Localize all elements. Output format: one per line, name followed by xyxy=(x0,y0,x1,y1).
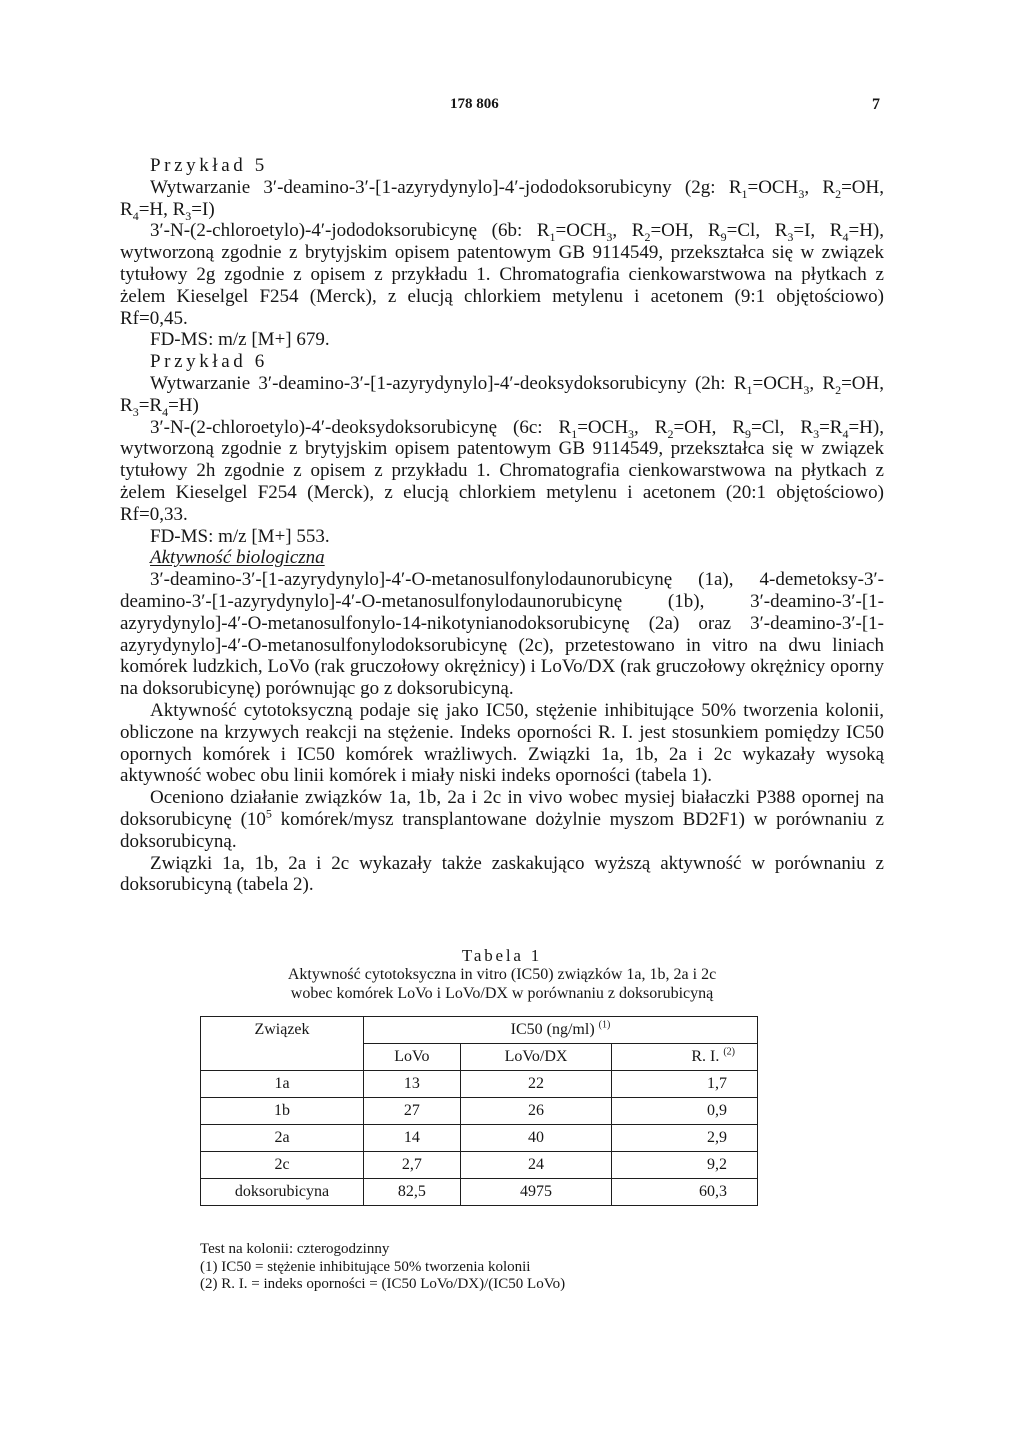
table-row: doksorubicyna 82,5 4975 60,3 xyxy=(201,1179,758,1206)
table-caption xyxy=(120,946,884,1003)
example-6-ms: FD-MS: m/z [M+] 553. xyxy=(150,525,330,547)
example-5-heading: Przykład 5 xyxy=(150,155,268,176)
header-ri: R. I. $^{(2)}$ xyxy=(612,1044,758,1071)
page-header xyxy=(120,96,884,120)
table-footnotes xyxy=(200,1241,565,1294)
example-6-body: 3′-N-(2-chloroetylo)-4′-deoksydoksorubicynę (6c: $R_1=OCH_3$, $R_2=OH$, $R_9=Cl$, $R_3=R_4=H$), wytworzoną zgodnie z brytyjskim opisem patentowym GB 9114549, przekształca się w związek tytułowy 2h zgodnie z opisem z przykładu 1. Chromatografia cienkowarstwowa na płytkach z żelem Kieselgel F254 (Merck), z elucją chlorkiem metylenu i acetonem (20:1 objętościowo) Rf=0,33. xyxy=(120,416,884,525)
table-row: 1a 13 22 1,7 xyxy=(201,1071,758,1098)
table-row: 2a 14 40 2,9 xyxy=(201,1125,758,1152)
table-header-row xyxy=(201,1017,758,1044)
table-caption-line-1: Aktywność cytotoksyczna in vitro (IC50) związków 1a, 1b, 2a i 2c xyxy=(287,966,717,983)
bio-paragraph-1: 3′-deamino-3′-[1-azyrydynylo]-4′-O-metanosulfonylodaunorubicynę (1a), 4-demetoksy-3′-deamino-3′-[1-azyrydynylo]-4′-O-metanosulfonylodaunorubicynę (1b), 3′-deamino-3′-[1-azyrydynylo]-4′-O-metanosulfonylo-14-nikotynianodoksorubicynę (2a) oraz 3′-deamino-3′-[1-azyrydynylo]-4′-O-metanosulfonylodoksorubicynę (2c), przetestowano in vitro na dwu liniach komórek ludzkich, LoVo (rak gruczołowy okrężnicy) i LoVo/DX (rak gruczołowy okrężnicy oporny na doksorubicynę) porównując go z doksorubicyną. xyxy=(120,569,884,700)
page-number: 7 xyxy=(872,96,880,113)
table-label: Tabela 1 xyxy=(461,946,543,965)
footnote-2: (2) R. I. = indeks oporności = (IC50 LoVo/DX)/(IC50 LoVo) xyxy=(200,1276,566,1292)
bio-paragraph-2: Aktywność cytotoksyczną podaje się jako IC50, stężenie inhibitujące 50% tworzenia kolonii, obliczone na krzywych reakcji na stężenie. Indeks oporności R. I. jest stosunkiem pomiędzy IC50 opornych komórek i IC50 komórek wrażliwych. Związki 1a, 1b, 2a i 2c wykazały wysoką aktywność wobec obu linii komórek i miały niski indeks oporności (tabela 1). xyxy=(120,699,884,787)
document-body xyxy=(120,155,884,896)
example-6-heading: Przykład 6 xyxy=(150,351,268,373)
header-lovodx: LoVo/DX xyxy=(460,1044,612,1071)
table-caption-line-2: wobec komórek LoVo i LoVo/DX w porównaniu z doksorubicyną xyxy=(290,985,714,1002)
section-heading-bio: Aktywność biologiczna xyxy=(150,547,325,569)
footnote-1: (1) IC50 = stężenie inhibitujące 50% tworzenia kolonii xyxy=(200,1258,531,1275)
example-6-title: Wytwarzanie 3′-deamino-3′-[1-azyrydynylo]-4′-deoksydoksorubicyny (2h: $R_1=OCH_3$, $R_2=OH$, $R_3=R_4=H$) xyxy=(120,372,885,419)
ic50-table xyxy=(200,1016,758,1206)
bio-paragraph-3: Oceniono działanie związków 1a, 1b, 2a i 2c in vivo wobec mysiej białaczki P388 opornej na doksorubicynę ($10^5$ komórek/mysz transplantowane dożylnie myszom BD2F1) w porównaniu z doksorubicyną. xyxy=(120,787,884,852)
header-compound: Związek xyxy=(201,1017,364,1071)
example-5-title: Wytwarzanie 3′-deamino-3′-[1-azyrydynylo]-4′-jododoksorubicyny (2g: $R_1=OCH_3$, $R_2=OH$, $R_4=H$, $R_3=I$) xyxy=(120,176,884,223)
patent-number: 178 806 xyxy=(450,96,499,112)
example-5-ms: FD-MS: m/z [M+] 679. xyxy=(150,329,330,351)
header-ic50: IC50 (ng/ml) $^{(1)}$ xyxy=(364,1017,758,1044)
table-row: 1b 27 26 0,9 xyxy=(201,1098,758,1125)
example-5-body: 3′-N-(2-chloroetylo)-4′-jododoksorubicynę (6b: $R_1=OCH_3$, $R_2=OH$, $R_9=Cl$, $R_3=I$, $R_4=H$), wytworzoną zgodnie z brytyjskim opisem patentowym GB 9114549, przekształca się w związek tytułowy 2g zgodnie z opisem z przykładu 1. Chromatografia cienkowarstwowa na płytkach z żelem Kieselgel F254 (Merck), z elucją chlorkiem metylenu i acetonem (9:1 objętościowo) Rf=0,45. xyxy=(120,220,884,329)
footnote-test: Test na kolonii: czterogodzinny xyxy=(200,1241,390,1257)
header-lovo: LoVo xyxy=(364,1044,461,1071)
bio-paragraph-4: Związki 1a, 1b, 2a i 2c wykazały także zaskakująco wyższą aktywność w porównaniu z doksorubicyną (tabela 2). xyxy=(120,852,884,896)
table-row: 2c 2,7 24 9,2 xyxy=(201,1152,758,1179)
